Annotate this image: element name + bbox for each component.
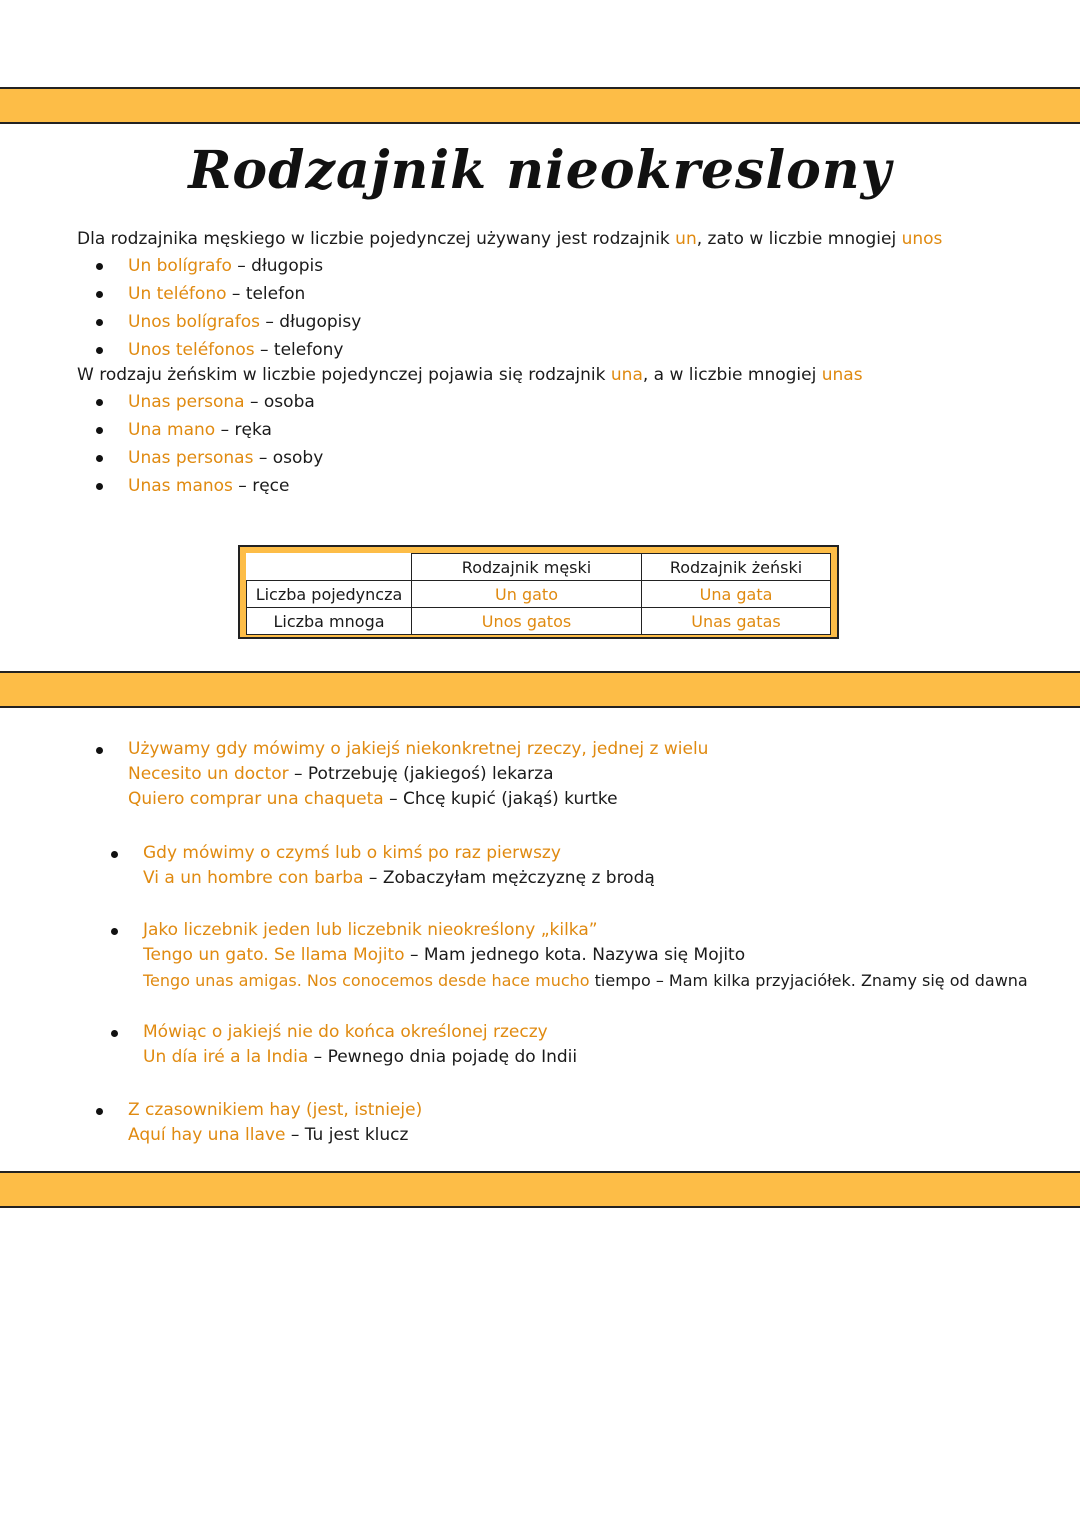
intro-text: W rodzaju żeńskim w liczbie pojedynczej pojawia się rodzajnik xyxy=(77,365,611,385)
feminine-intro xyxy=(77,365,863,385)
example-pl: telefony xyxy=(273,340,344,360)
example-pl: ręka xyxy=(234,420,272,440)
bullet-icon xyxy=(111,851,118,858)
example-es-tail: tiempo xyxy=(589,971,651,990)
bullet-icon xyxy=(96,483,103,490)
example-pl: długopis xyxy=(251,256,324,276)
example-pl: Chcę kupić (jakąś) kurtke xyxy=(403,789,618,809)
masculine-examples xyxy=(96,252,361,364)
example-pl: Mam kilka przyjaciółek. Znamy się od dawna xyxy=(668,971,1028,990)
bottom-band xyxy=(0,1171,1080,1208)
example-pl: ręce xyxy=(252,476,290,496)
example-es: Vi a un hombre con barba xyxy=(143,868,364,888)
article-unas: unas xyxy=(821,365,863,385)
example-es: Quiero comprar una chaqueta xyxy=(128,789,384,809)
article-table-frame xyxy=(238,545,839,639)
example-pl: Pewnego dnia pojadę do Indii xyxy=(327,1047,578,1067)
example-pl: długopisy xyxy=(279,312,362,332)
header-feminine: Rodzajnik żeński xyxy=(642,554,831,581)
example-es: Tengo un gato. Se llama Mojito xyxy=(143,945,405,965)
bullet-icon xyxy=(96,263,103,270)
use-heading: Jako liczebnik jeden lub liczebnik nieokreślony „kilka” xyxy=(143,920,598,940)
middle-band xyxy=(0,671,1080,708)
example-es: Un día iré a la India xyxy=(143,1047,309,1067)
list-item: Unos bolígrafos – długopisy xyxy=(96,308,361,336)
use-heading: Z czasownikiem hay (jest, istnieje) xyxy=(128,1100,423,1120)
use-block xyxy=(143,1020,577,1070)
example-es: Unos bolígrafos xyxy=(128,312,260,332)
example-es: Unas manos xyxy=(128,476,233,496)
example-es: Unas personas xyxy=(128,448,254,468)
use-block xyxy=(143,841,655,891)
use-example: Tengo unas amigas. Nos conocemos desde hace mucho tiempo – Mam kilka przyjaciółek. Znamy się od dawna xyxy=(143,971,1028,990)
use-heading: Używamy gdy mówimy o jakiejś niekonkretnej rzeczy, jednej z wielu xyxy=(128,739,709,759)
example-es: Aquí hay una llave xyxy=(128,1125,286,1145)
bullet-icon xyxy=(96,455,103,462)
example-es: Tengo unas amigas. Nos conocemos desde hace mucho xyxy=(143,971,590,990)
example-pl: Potrzebuję (jakiegoś) lekarza xyxy=(307,764,554,784)
article-table xyxy=(246,553,831,635)
cell-masculine: Un gato xyxy=(412,581,642,608)
list-item: Un bolígrafo – długopis xyxy=(96,252,361,280)
list-item: Unos teléfonos – telefony xyxy=(96,336,361,364)
table-row xyxy=(247,608,831,635)
example-es: Unos teléfonos xyxy=(128,340,255,360)
example-pl: Mam jednego kota. Nazywa się Mojito xyxy=(423,945,746,965)
list-item: Un teléfono – telefon xyxy=(96,280,361,308)
bullet-icon xyxy=(96,747,103,754)
feminine-examples xyxy=(96,388,323,500)
use-example: Vi a un hombre con barba – Zobaczyłam mężczyznę z brodą xyxy=(143,868,655,888)
use-block xyxy=(128,1098,422,1148)
use-example: Necesito un doctor – Potrzebuję (jakiegoś) lekarza xyxy=(128,764,554,784)
bullet-icon xyxy=(96,347,103,354)
article-un: un xyxy=(675,229,697,249)
example-pl: osoby xyxy=(272,448,324,468)
example-es: Necesito un doctor xyxy=(128,764,289,784)
use-example: Un día iré a la India – Pewnego dnia pojadę do Indii xyxy=(143,1047,578,1067)
header-masculine: Rodzajnik męski xyxy=(412,554,642,581)
article-una: una xyxy=(610,365,643,385)
bullet-icon xyxy=(96,319,103,326)
cell-feminine: Una gata xyxy=(642,581,831,608)
use-example: Aquí hay una llave – Tu jest klucz xyxy=(128,1125,409,1145)
page-title: Rodzajnik nieokreslony xyxy=(188,140,892,201)
intro-text: , a w liczbie mnogiej xyxy=(642,365,822,385)
list-item: Unas personas – osoby xyxy=(96,444,323,472)
table-header-row xyxy=(247,554,831,581)
bullet-icon xyxy=(111,928,118,935)
use-example: Tengo un gato. Se llama Mojito – Mam jednego kota. Nazywa się Mojito xyxy=(143,945,746,965)
example-pl: osoba xyxy=(263,392,315,412)
intro-text: Dla rodzajnika męskiego w liczbie pojedynczej używany jest rodzajnik xyxy=(77,229,676,249)
bullet-icon xyxy=(111,1030,118,1037)
list-item: Unas manos – ręce xyxy=(96,472,323,500)
list-item: Unas persona – osoba xyxy=(96,388,323,416)
list-item: Una mano – ręka xyxy=(96,416,323,444)
example-pl: Tu jest klucz xyxy=(304,1125,409,1145)
cell-feminine: Unas gatas xyxy=(642,608,831,635)
use-heading: Mówiąc o jakiejś nie do końca określonej rzeczy xyxy=(143,1022,548,1042)
example-es: Unas persona xyxy=(128,392,245,412)
use-example: Quiero comprar una chaqueta – Chcę kupić (jakąś) kurtke xyxy=(128,789,618,809)
example-es: Una mano xyxy=(128,420,216,440)
use-heading: Gdy mówimy o czymś lub o kimś po raz pierwszy xyxy=(143,843,561,863)
cell-masculine: Unos gatos xyxy=(412,608,642,635)
top-band xyxy=(0,87,1080,124)
example-es: Un teléfono xyxy=(128,284,227,304)
bullet-icon xyxy=(96,427,103,434)
bullet-icon xyxy=(96,1108,103,1115)
table-corner xyxy=(247,554,412,581)
bullet-icon xyxy=(96,291,103,298)
example-es: Un bolígrafo xyxy=(128,256,232,276)
example-pl: Zobaczyłam mężczyznę z brodą xyxy=(382,868,655,888)
use-block xyxy=(128,737,708,812)
row-label: Liczba pojedyncza xyxy=(247,581,412,608)
row-label: Liczba mnoga xyxy=(247,608,412,635)
example-pl: telefon xyxy=(245,284,306,304)
table-row xyxy=(247,581,831,608)
article-unos: unos xyxy=(901,229,943,249)
bullet-icon xyxy=(96,399,103,406)
intro-text: , zato w liczbie mnogiej xyxy=(696,229,902,249)
masculine-intro xyxy=(77,229,942,249)
use-block xyxy=(143,918,1028,993)
